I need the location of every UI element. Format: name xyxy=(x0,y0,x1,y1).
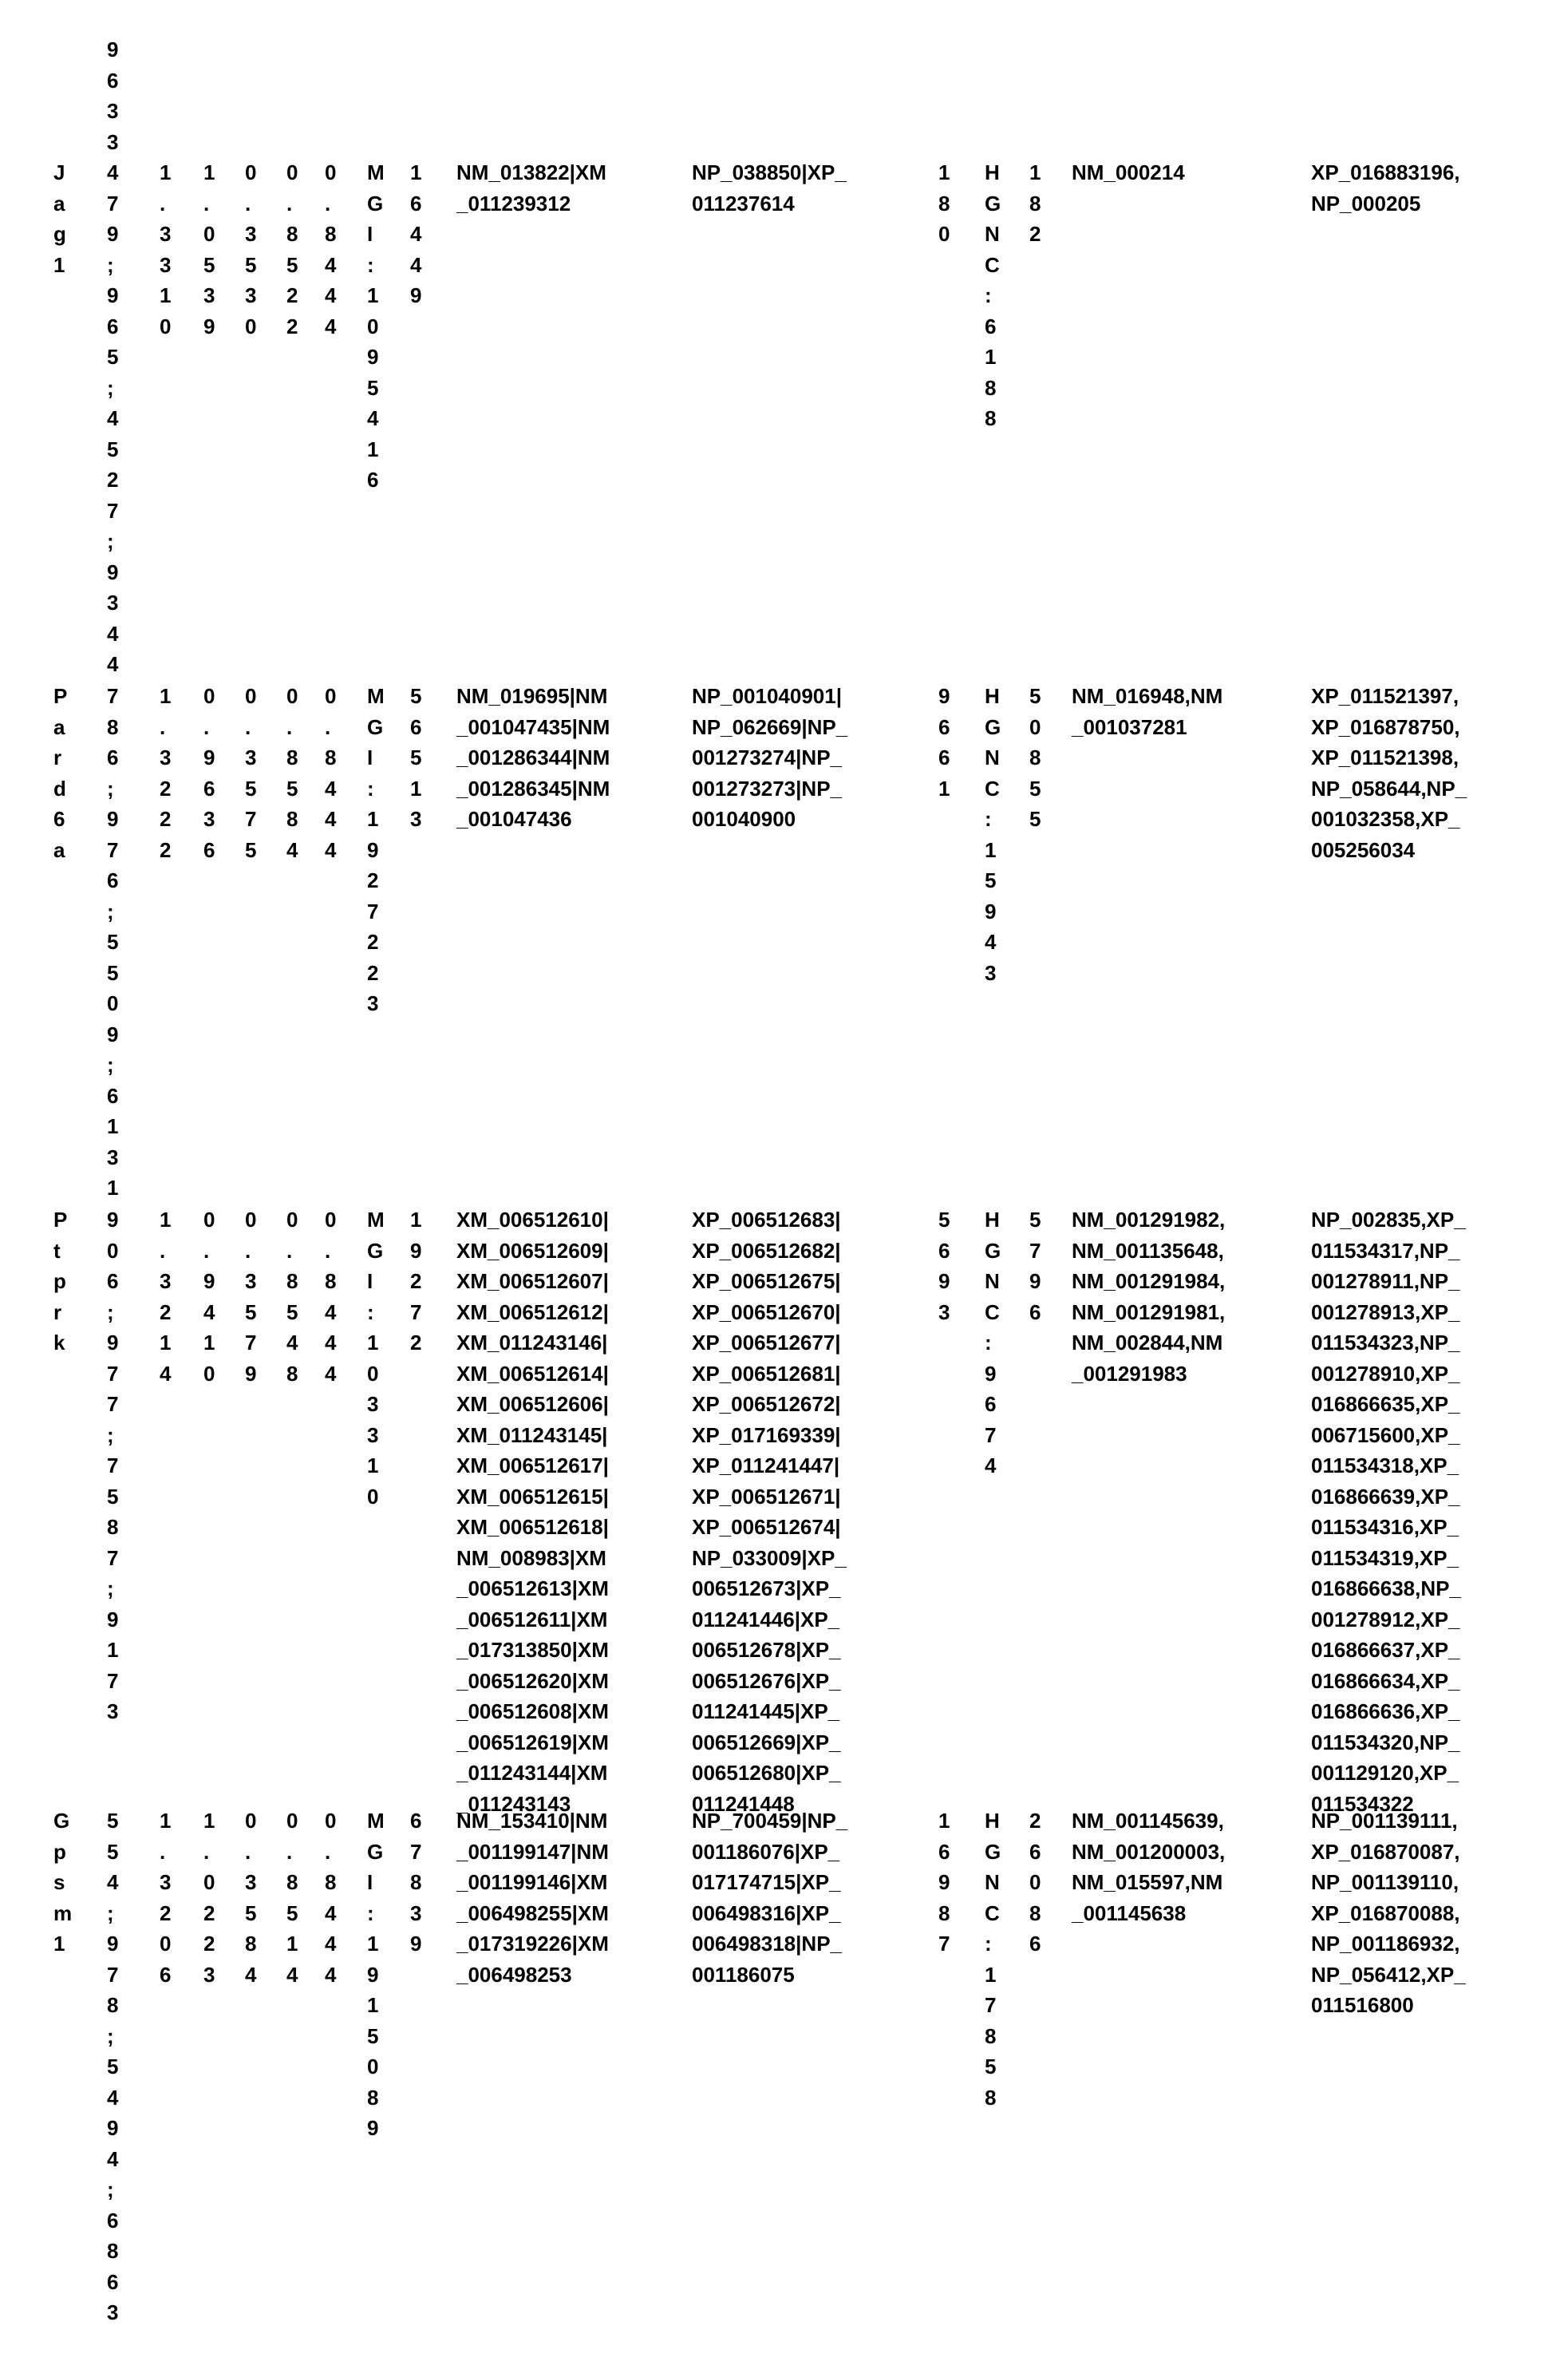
value-5: 0.8444 xyxy=(325,1204,337,1389)
human-mrna-accessions xyxy=(1072,681,1222,742)
value-1: 1.3310 xyxy=(160,157,172,342)
value-2: 1.0223 xyxy=(203,1805,215,1990)
accession-line: 016866634,XP_ xyxy=(1311,1666,1466,1697)
human-gene-id: 5796 xyxy=(1029,1204,1041,1327)
accession-line: NP_033009|XP_ xyxy=(692,1543,847,1574)
value-5: 0.8444 xyxy=(325,157,337,342)
accession-line: _011243143 xyxy=(456,1789,609,1820)
accession-line: _006498253 xyxy=(456,1960,609,1991)
mouse-gene-id: 16449 xyxy=(410,157,422,311)
human-number: 5693 xyxy=(938,1204,950,1327)
gene-symbol: Gpsm1 xyxy=(53,1805,65,1960)
accession-line: _017319226|XM xyxy=(456,1928,609,1960)
human-mrna-accessions xyxy=(1072,1204,1225,1389)
mouse-gene-id: 67839 xyxy=(410,1805,422,1960)
hgnc-id: HGNC:17858 xyxy=(985,1805,997,2113)
accession-line: XP_006512683| xyxy=(692,1204,847,1236)
value-3: 0.3575 xyxy=(245,681,257,865)
accession-line: _001047436 xyxy=(456,804,610,835)
value-4: 0.8548 xyxy=(286,1204,298,1389)
value-4: 0.8514 xyxy=(286,1805,298,1990)
accession-line: NM_016948,NM xyxy=(1072,681,1222,712)
accession-line: 011534318,XP_ xyxy=(1311,1450,1466,1481)
mgi-id: MGI:103310 xyxy=(367,1204,379,1512)
mouse-mrna-accessions xyxy=(456,1204,609,1819)
accession-line: XP_006512672| xyxy=(692,1389,847,1420)
id-list: 786;976;5509;6131 xyxy=(107,681,119,1204)
accession-line: XP_011241447| xyxy=(692,1450,847,1481)
accession-line: 017174715|XP_ xyxy=(692,1867,847,1898)
accession-line: XM_006512617| xyxy=(456,1450,609,1481)
human-number: 180 xyxy=(938,157,950,250)
accession-line: 016866637,XP_ xyxy=(1311,1635,1466,1666)
id-list: 554;978;5494;6863 xyxy=(107,1805,119,2328)
accession-line: XP_006512677| xyxy=(692,1327,847,1359)
accession-line: _001037281 xyxy=(1072,712,1222,743)
accession-line: XM_006512606| xyxy=(456,1389,609,1420)
value-3: 0.3530 xyxy=(245,157,257,342)
accession-line: 006512673|XP_ xyxy=(692,1573,847,1604)
accession-line: NM_008983|XM xyxy=(456,1543,609,1574)
accession-line: NP_001040901| xyxy=(692,681,847,712)
human-number: 9661 xyxy=(938,681,950,804)
accession-line: XP_011521398, xyxy=(1311,742,1467,773)
accession-line: XM_011243146| xyxy=(456,1327,609,1359)
human-protein-accessions xyxy=(1311,1204,1466,1819)
accession-line: 001032358,XP_ xyxy=(1311,804,1467,835)
accession-line: NP_038850|XP_ xyxy=(692,157,847,188)
accession-line: 016866636,XP_ xyxy=(1311,1696,1466,1727)
value-1: 1.3206 xyxy=(160,1805,172,1990)
accession-line: 001278911,NP_ xyxy=(1311,1266,1466,1297)
accession-line: 001273273|NP_ xyxy=(692,773,847,805)
accession-line: NP_002835,XP_ xyxy=(1311,1204,1466,1236)
accession-line: NM_001145639, xyxy=(1072,1805,1225,1837)
accession-line: NM_001291982, xyxy=(1072,1204,1225,1236)
accession-line: NM_001200003, xyxy=(1072,1837,1225,1868)
accession-line: NM_001291984, xyxy=(1072,1266,1225,1297)
accession-line: NM_013822|XM xyxy=(456,157,606,188)
accession-line: 001278912,XP_ xyxy=(1311,1604,1466,1635)
human-protein-accessions xyxy=(1311,1805,1466,2021)
accession-line: _006512619|XM xyxy=(456,1727,609,1758)
human-protein-accessions xyxy=(1311,681,1467,865)
mouse-mrna-accessions xyxy=(456,1805,609,1990)
mouse-protein-accessions xyxy=(692,1805,847,1990)
accession-line: XP_016878750, xyxy=(1311,712,1467,743)
accession-line: XM_006512614| xyxy=(456,1359,609,1390)
accession-line: _017313850|XM xyxy=(456,1635,609,1666)
accession-line: 011534320,NP_ xyxy=(1311,1727,1466,1758)
accession-line: 001186075 xyxy=(692,1960,847,1991)
accession-line: _006498255|XM xyxy=(456,1898,609,1929)
accession-line: NP_001186932, xyxy=(1311,1928,1466,1960)
accession-line: XM_006512615| xyxy=(456,1481,609,1513)
human-number: 16987 xyxy=(938,1805,950,1960)
accession-line: XP_016870087, xyxy=(1311,1837,1466,1868)
accession-line: 006512678|XP_ xyxy=(692,1635,847,1666)
accession-line: XM_006512610| xyxy=(456,1204,609,1236)
id-list: 9633479;965;4527;9344 xyxy=(107,34,119,680)
accession-line: NM_015597,NM xyxy=(1072,1867,1225,1898)
accession-line: XM_006512612| xyxy=(456,1297,609,1328)
value-1: 1.3222 xyxy=(160,681,172,865)
value-2: 0.9410 xyxy=(203,1204,215,1389)
accession-line: _001145638 xyxy=(1072,1898,1225,1929)
accession-line: 006512669|XP_ xyxy=(692,1727,847,1758)
accession-line: 006715600,XP_ xyxy=(1311,1420,1466,1451)
id-list: 906;977;7587;9173 xyxy=(107,1204,119,1727)
mouse-protein-accessions xyxy=(692,1204,847,1819)
accession-line: XP_006512682| xyxy=(692,1236,847,1267)
accession-line: 016866635,XP_ xyxy=(1311,1389,1466,1420)
value-2: 1.0539 xyxy=(203,157,215,342)
accession-line: 011241448 xyxy=(692,1789,847,1820)
accession-line: 011534317,NP_ xyxy=(1311,1236,1466,1267)
accession-line: _011243144|XM xyxy=(456,1758,609,1789)
mouse-protein-accessions xyxy=(692,157,847,219)
accession-line: NP_058644,NP_ xyxy=(1311,773,1467,805)
hgnc-id: HGNC:6188 xyxy=(985,157,997,434)
accession-line: 011516800 xyxy=(1311,1990,1466,2021)
gene-symbol: Pard6a xyxy=(53,681,65,865)
accession-line: NM_001291981, xyxy=(1072,1297,1225,1328)
accession-line: 006512680|XP_ xyxy=(692,1758,847,1789)
hgnc-id: HGNC:15943 xyxy=(985,681,997,988)
accession-line: 011237614 xyxy=(692,188,847,220)
accession-line: 006498318|NP_ xyxy=(692,1928,847,1960)
accession-line: NM_153410|NM xyxy=(456,1805,609,1837)
accession-line: NP_056412,XP_ xyxy=(1311,1960,1466,1991)
accession-line: _001199147|NM xyxy=(456,1837,609,1868)
mgi-id: MGI:1915089 xyxy=(367,1805,379,2144)
accession-line: 006498316|XP_ xyxy=(692,1898,847,1929)
accession-line: XP_016870088, xyxy=(1311,1898,1466,1929)
accession-line: _011239312 xyxy=(456,188,606,220)
accession-line: NM_019695|NM xyxy=(456,681,610,712)
accession-line: 011241446|XP_ xyxy=(692,1604,847,1635)
accession-line: 001278913,XP_ xyxy=(1311,1297,1466,1328)
accession-line: 011241445|XP_ xyxy=(692,1696,847,1727)
accession-line: 001186076|XP_ xyxy=(692,1837,847,1868)
accession-line: 001278910,XP_ xyxy=(1311,1359,1466,1390)
accession-line: XM_006512618| xyxy=(456,1512,609,1543)
mouse-gene-id: 56513 xyxy=(410,681,422,835)
accession-line: XP_006512681| xyxy=(692,1359,847,1390)
value-1: 1.3214 xyxy=(160,1204,172,1389)
accession-line: NP_700459|NP_ xyxy=(692,1805,847,1837)
value-3: 0.3579 xyxy=(245,1204,257,1389)
accession-line: 016866638,NP_ xyxy=(1311,1573,1466,1604)
accession-line: NP_000205 xyxy=(1311,188,1460,220)
value-4: 0.8522 xyxy=(286,157,298,342)
accession-line: 016866639,XP_ xyxy=(1311,1481,1466,1513)
accession-line: _006512620|XM xyxy=(456,1666,609,1697)
human-gene-id: 50855 xyxy=(1029,681,1041,835)
accession-line: NM_001135648, xyxy=(1072,1236,1225,1267)
accession-line: XM_011243145| xyxy=(456,1420,609,1451)
accession-line: _006512608|XM xyxy=(456,1696,609,1727)
value-5: 0.8444 xyxy=(325,1805,337,1990)
value-3: 0.3584 xyxy=(245,1805,257,1990)
accession-line: XM_006512607| xyxy=(456,1266,609,1297)
accession-line: NP_001139111, xyxy=(1311,1805,1466,1837)
value-2: 0.9636 xyxy=(203,681,215,865)
mgi-id: MGI:1927223 xyxy=(367,681,379,1019)
mouse-mrna-accessions xyxy=(456,681,610,835)
accession-line: _001047435|NM xyxy=(456,712,610,743)
human-gene-id: 26086 xyxy=(1029,1805,1041,1960)
accession-line: XP_006512675| xyxy=(692,1266,847,1297)
accession-line: 011534316,XP_ xyxy=(1311,1512,1466,1543)
hgnc-id: HGNC:9674 xyxy=(985,1204,997,1481)
accession-line: _006512613|XM xyxy=(456,1573,609,1604)
accession-line: 011534322 xyxy=(1311,1789,1466,1820)
accession-line: XP_011521397, xyxy=(1311,681,1467,712)
value-4: 0.8584 xyxy=(286,681,298,865)
accession-line: _001291983 xyxy=(1072,1359,1225,1390)
mouse-protein-accessions xyxy=(692,681,847,835)
gene-symbol: Jag1 xyxy=(53,157,65,280)
gene-symbol: Ptprk xyxy=(53,1204,65,1359)
human-mrna-accessions xyxy=(1072,157,1185,188)
accession-line: NP_001139110, xyxy=(1311,1867,1466,1898)
accession-line: 005256034 xyxy=(1311,835,1467,866)
human-protein-accessions xyxy=(1311,157,1460,219)
accession-line: 001273274|NP_ xyxy=(692,742,847,773)
accession-line: XM_006512609| xyxy=(456,1236,609,1267)
accession-line: _006512611|XM xyxy=(456,1604,609,1635)
mouse-gene-id: 19272 xyxy=(410,1204,422,1359)
accession-line: _001199146|XM xyxy=(456,1867,609,1898)
human-gene-id: 182 xyxy=(1029,157,1041,250)
value-5: 0.8444 xyxy=(325,681,337,865)
accession-line: 011534323,NP_ xyxy=(1311,1327,1466,1359)
accession-line: XP_006512671| xyxy=(692,1481,847,1513)
accession-line: XP_006512674| xyxy=(692,1512,847,1543)
mgi-id: MGI:1095416 xyxy=(367,157,379,496)
mouse-mrna-accessions xyxy=(456,157,606,219)
accession-line: NM_000214 xyxy=(1072,157,1185,188)
accession-line: XP_017169339| xyxy=(692,1420,847,1451)
accession-line: XP_006512670| xyxy=(692,1297,847,1328)
accession-line: _001286344|NM xyxy=(456,742,610,773)
accession-line: NM_002844,NM xyxy=(1072,1327,1225,1359)
accession-line: 011534319,XP_ xyxy=(1311,1543,1466,1574)
accession-line: NP_062669|NP_ xyxy=(692,712,847,743)
accession-line: XP_016883196, xyxy=(1311,157,1460,188)
human-mrna-accessions xyxy=(1072,1805,1225,1928)
accession-line: 001040900 xyxy=(692,804,847,835)
accession-line: _001286345|NM xyxy=(456,773,610,805)
accession-line: 006512676|XP_ xyxy=(692,1666,847,1697)
accession-line: 001129120,XP_ xyxy=(1311,1758,1466,1789)
